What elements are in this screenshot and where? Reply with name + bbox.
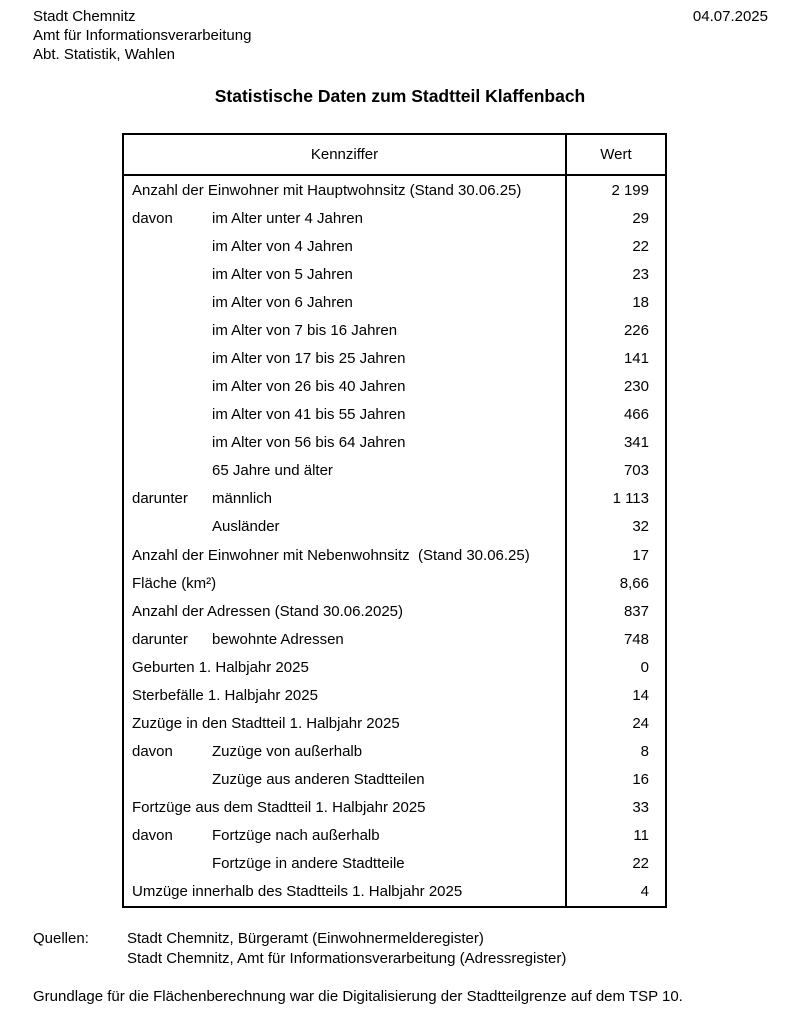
kennziffer-cell — [124, 681, 565, 709]
table-row — [124, 288, 665, 316]
table-row — [124, 485, 665, 513]
row-label: Fortzüge nach außerhalb — [212, 827, 380, 845]
kennziffer-cell — [124, 176, 565, 204]
table-row — [124, 204, 665, 232]
table-row — [124, 541, 665, 569]
row-prefix: darunter — [132, 630, 188, 648]
wert-cell: 8 — [565, 738, 665, 766]
kennziffer-cell — [124, 401, 565, 429]
table-row — [124, 850, 665, 878]
kennziffer-cell — [124, 766, 565, 794]
table-row — [124, 344, 665, 372]
kennziffer-cell — [124, 373, 565, 401]
sources-list — [127, 929, 566, 968]
wert-cell: 226 — [565, 316, 665, 344]
row-label: im Alter unter 4 Jahren — [212, 209, 363, 227]
wert-cell: 230 — [565, 373, 665, 401]
row-label: im Alter von 26 bis 40 Jahren — [212, 378, 406, 396]
wert-cell: 22 — [565, 850, 665, 878]
kennziffer-cell — [124, 822, 565, 850]
wert-cell: 837 — [565, 597, 665, 625]
table-row — [124, 232, 665, 260]
row-prefix: davon — [132, 827, 173, 845]
wert-cell: 141 — [565, 344, 665, 372]
row-label: im Alter von 5 Jahren — [212, 265, 353, 283]
wert-cell: 14 — [565, 681, 665, 709]
column-header-wert: Wert — [565, 135, 665, 174]
wert-cell: 33 — [565, 794, 665, 822]
row-label: im Alter von 41 bis 55 Jahren — [212, 406, 406, 424]
kennziffer-cell — [124, 738, 565, 766]
kennziffer-cell — [124, 850, 565, 878]
source-item: Stadt Chemnitz, Amt für Informationsverarbeitung (Adressregister) — [127, 949, 567, 967]
wert-cell: 16 — [565, 766, 665, 794]
row-label: Umzüge innerhalb des Stadtteils 1. Halbjahr 2025 — [132, 883, 463, 901]
kennziffer-cell — [124, 541, 565, 569]
table-row — [124, 625, 665, 653]
kennziffer-cell — [124, 344, 565, 372]
row-label: Ausländer — [212, 518, 280, 536]
statistics-table — [122, 133, 667, 908]
sources-block — [33, 929, 566, 968]
wert-cell: 29 — [565, 204, 665, 232]
row-label: Zuzüge in den Stadtteil 1. Halbjahr 2025 — [132, 715, 400, 733]
kennziffer-cell — [124, 457, 565, 485]
wert-cell: 748 — [565, 625, 665, 653]
table-row — [124, 373, 665, 401]
wert-cell: 17 — [565, 541, 665, 569]
table-row — [124, 457, 665, 485]
wert-cell: 32 — [565, 513, 665, 541]
table-header-row — [124, 135, 665, 176]
row-label: im Alter von 56 bis 64 Jahren — [212, 434, 406, 452]
row-label: 65 Jahre und älter — [212, 462, 333, 480]
row-prefix: davon — [132, 209, 173, 227]
row-prefix: davon — [132, 743, 173, 761]
wert-cell: 8,66 — [565, 569, 665, 597]
wert-cell: 2 199 — [565, 176, 665, 204]
org-line-department: Abt. Statistik, Wahlen — [33, 46, 176, 63]
kennziffer-cell — [124, 288, 565, 316]
row-label: Fläche (km²) — [132, 574, 217, 592]
row-label: bewohnte Adressen — [212, 630, 344, 648]
kennziffer-cell — [124, 625, 565, 653]
wert-cell: 341 — [565, 429, 665, 457]
row-label: Geburten 1. Halbjahr 2025 — [132, 658, 309, 676]
table-row — [124, 401, 665, 429]
wert-cell: 18 — [565, 288, 665, 316]
row-label: Anzahl der Adressen (Stand 30.06.2025) — [132, 602, 404, 620]
row-label: Zuzüge aus anderen Stadtteilen — [212, 771, 425, 789]
wert-cell: 703 — [565, 457, 665, 485]
row-label: im Alter von 7 bis 16 Jahren — [212, 321, 398, 339]
wert-cell: 1 113 — [565, 485, 665, 513]
table-row — [124, 653, 665, 681]
wert-cell: 466 — [565, 401, 665, 429]
table-row — [124, 569, 665, 597]
row-prefix: darunter — [132, 490, 188, 508]
source-item: Stadt Chemnitz, Bürgeramt (Einwohnermelderegister) — [127, 930, 484, 947]
kennziffer-cell — [124, 485, 565, 513]
table-row — [124, 429, 665, 457]
kennziffer-cell — [124, 316, 565, 344]
row-label: Anzahl der Einwohner mit Hauptwohnsitz (Stand 30.06.25) — [132, 181, 522, 199]
wert-cell: 11 — [565, 822, 665, 850]
kennziffer-cell — [124, 429, 565, 457]
kennziffer-cell — [124, 794, 565, 822]
kennziffer-cell — [124, 513, 565, 541]
table-row — [124, 766, 665, 794]
table-row — [124, 260, 665, 288]
table-row — [124, 316, 665, 344]
table-row — [124, 878, 665, 906]
kennziffer-cell — [124, 597, 565, 625]
sources-label: Quellen: — [33, 930, 89, 947]
kennziffer-cell — [124, 653, 565, 681]
table-row — [124, 681, 665, 709]
row-label: im Alter von 17 bis 25 Jahren — [212, 350, 406, 367]
org-line-city: Stadt Chemnitz — [33, 8, 136, 25]
kennziffer-cell — [124, 260, 565, 288]
table-row — [124, 709, 665, 737]
document-date: 04.07.2025 — [692, 8, 768, 25]
page-title: Statistische Daten zum Stadtteil Klaffenbach — [214, 86, 586, 106]
table-row — [124, 597, 665, 625]
row-label: im Alter von 6 Jahren — [212, 293, 353, 311]
wert-cell: 24 — [565, 709, 665, 737]
table-body — [124, 176, 665, 906]
footnote: Grundlage für die Flächenberechnung war die Digitalisierung der Stadtteilgrenze auf dem TSP 10. — [33, 988, 683, 1005]
wert-cell: 0 — [565, 653, 665, 681]
org-line-office: Amt für Informationsverarbeitung — [33, 27, 252, 44]
table-row — [124, 513, 665, 541]
row-label: Fortzüge in andere Stadtteile — [212, 855, 405, 873]
wert-cell: 23 — [565, 260, 665, 288]
wert-cell: 22 — [565, 232, 665, 260]
table-row — [124, 822, 665, 850]
row-label: Zuzüge von außerhalb — [212, 743, 363, 761]
kennziffer-cell — [124, 204, 565, 232]
row-label: im Alter von 4 Jahren — [212, 237, 353, 255]
row-label: Fortzüge aus dem Stadtteil 1. Halbjahr 2025 — [132, 799, 426, 817]
column-header-kennziffer: Kennziffer — [310, 146, 379, 163]
wert-cell: 4 — [565, 878, 665, 906]
kennziffer-cell — [124, 569, 565, 597]
kennziffer-cell — [124, 709, 565, 737]
table-row — [124, 794, 665, 822]
org-block — [33, 7, 251, 64]
kennziffer-cell — [124, 232, 565, 260]
table-row — [124, 738, 665, 766]
table-row — [124, 176, 665, 204]
row-label: männlich — [212, 490, 273, 508]
row-label: Sterbefälle 1. Halbjahr 2025 — [132, 686, 318, 704]
row-label: Anzahl der Einwohner mit Nebenwohnsitz (Stand 30.06.25) — [132, 546, 530, 564]
kennziffer-cell — [124, 878, 565, 906]
